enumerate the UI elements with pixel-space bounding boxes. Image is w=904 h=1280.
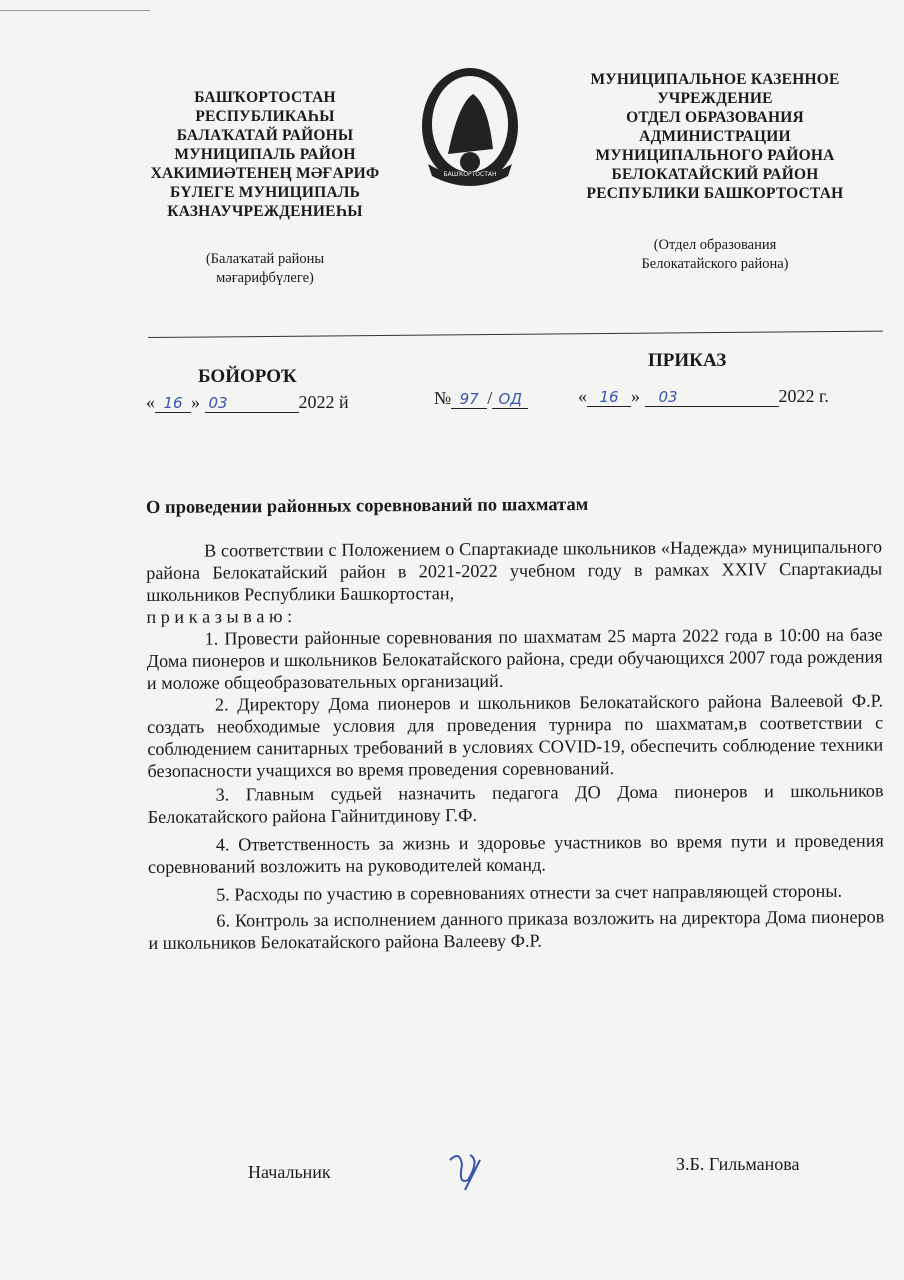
handwritten-signature (440, 1140, 500, 1205)
clause-3: 3. Главным судьей назначить педагога ДО Дома пионеров и школьников Белокатайского района Гайнитдинову Г.Ф. (147, 780, 884, 827)
quote: » (631, 386, 640, 406)
date-ru (578, 386, 829, 407)
quote: « (146, 392, 155, 412)
header-line: РЕСПУБЛИКАҺЫ (195, 108, 335, 125)
header-divider (148, 331, 883, 338)
slash: / (487, 388, 493, 408)
preamble: В соответствии с Положением о Спартакиаде школьников «Надежда» муниципального района Белокатайский район в 2021-2022 учебном году в рамках XXIV Спартакиады школьников Республики Башкортостан, (146, 536, 883, 605)
short-line: мәғарифбүлеге) (216, 270, 314, 286)
clause-4: 4. Ответственность за жизнь и здоровье участников во время пути и проведения соревнований возложить на руководителей команд. (147, 830, 884, 877)
order-body (146, 536, 885, 954)
order-verb: п р и к а з ы в а ю : (146, 606, 293, 627)
year: 2022 г. (778, 386, 829, 406)
header-line: УЧРЕЖДЕНИЕ (657, 90, 773, 107)
header-left-short (140, 250, 390, 288)
header-line: БАШҠОРТОСТАН (194, 89, 336, 106)
header-line: МУНИЦИПАЛЬНОГО РАЙОНА (595, 147, 835, 164)
header-line: БҮЛЕГЕ МУНИЦИПАЛЬ (169, 184, 361, 201)
header-line: БЕЛОКАТАЙСКИЙ РАЙОН (611, 166, 819, 183)
quote: » (191, 392, 200, 412)
header-line: АДМИНИСТРАЦИИ (639, 128, 791, 145)
header-line: БАЛАҠАТАЙ РАЙОНЫ (176, 127, 354, 144)
day-handwritten: 16 (587, 388, 631, 407)
day-handwritten: 16 (155, 394, 191, 413)
month-handwritten: 03 (205, 394, 299, 413)
clause-2: 2. Директору Дома пионеров и школьников Белокатайского района Валеевой Ф.Р. создать необходимые условия для проведения турнира по шахматам,в соответствии с соблюдением санитарных требований в условиях COVID-19, обеспечить соблюдение техники безопасности учащихся во время проведения соревнований. (147, 690, 884, 781)
date-ba (146, 392, 349, 413)
short-line: (Балаҡатай районы (205, 251, 325, 267)
header-line: МУНИЦИПАЛЬНОЕ КАЗЕННОЕ (590, 71, 840, 88)
order-title-ba: БОЙОРОҠ (198, 366, 297, 387)
header-line: ОТДЕЛ ОБРАЗОВАНИЯ (626, 109, 804, 126)
year: 2022 й (298, 392, 349, 412)
signature-position: Начальник (248, 1162, 331, 1182)
header-line: ХАКИМИӘТЕНЕҢ МӘҒАРИФ (150, 165, 380, 182)
number-label: № (434, 388, 452, 408)
header-line: КАЗНАУЧРЕЖДЕНИЕҺЫ (167, 203, 363, 220)
clause-1: 1. Провести районные соревнования по шахматам 25 марта 2022 года в 10:00 на базе Дома пионеров и школьников Белокатайского района, среди обучающихся 2007 года рождения и моложе общеобразовательных организаций. (146, 624, 883, 693)
subject: О проведении районных соревнований по шахматам (145, 494, 589, 518)
order-title-ru: ПРИКАЗ (648, 350, 727, 371)
header-line: РЕСПУБЛИКИ БАШКОРТОСТАН (586, 185, 844, 202)
short-line: (Отдел образования (653, 237, 777, 253)
clause-6: 6. Контроль за исполнением данного приказа возложить на директора Дома пионеров и школьников Белокатайского района Валееву Ф.Р. (148, 906, 885, 953)
month-handwritten: 03 (645, 388, 779, 407)
header-left (140, 88, 390, 221)
number-suffix-handwritten: ОД (492, 390, 528, 409)
emblem-text: БАШҠОРТОСТАН (443, 171, 497, 178)
signatory-name: З.Б. Гильманова (676, 1154, 800, 1174)
number-handwritten: 97 (451, 390, 487, 409)
header-right-short (565, 236, 865, 274)
header-right (555, 70, 875, 203)
order-number (434, 388, 528, 409)
quote: « (578, 386, 587, 406)
short-line: Белокатайского района) (641, 256, 789, 272)
coat-of-arms-emblem (418, 64, 522, 192)
header-line: МУНИЦИПАЛЬ РАЙОН (174, 146, 356, 163)
clause-5: 5. Расходы по участию в соревнованиях отнести за счет направляющей стороны. (216, 880, 843, 905)
